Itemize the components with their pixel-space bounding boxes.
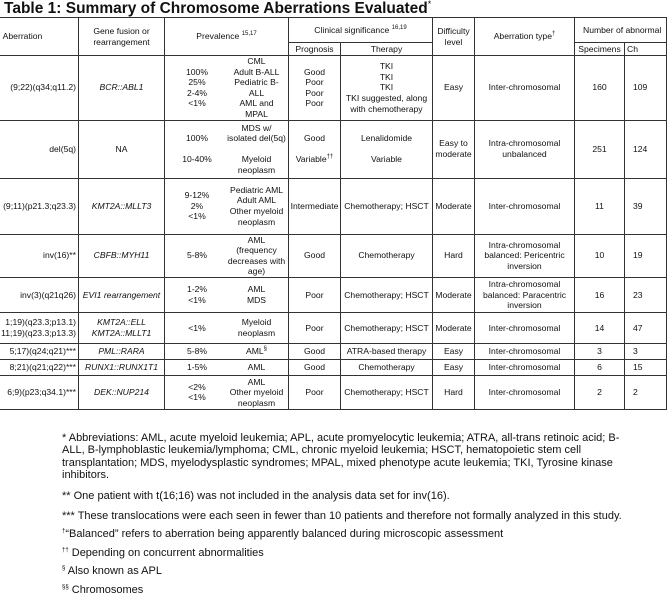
cell-gene: PML::RARA <box>79 343 165 359</box>
cell-difficulty: Moderate <box>433 277 475 312</box>
cell-chromosomes: 47 <box>625 312 667 343</box>
cell-difficulty: Easy <box>433 56 475 121</box>
header-type: Aberration type† <box>475 18 575 56</box>
cell-gene: KMT2A::MLLT3 <box>79 178 165 234</box>
cell-aberration: 6;9)(p23;q34.1)*** <box>0 375 79 409</box>
note-abbreviations: * Abbreviations: AML, acute myeloid leukemia; APL, acute promyelocytic leukemia; ATRA, all-trans retinoic acid; B-ALL, B-lymphoblastic leukemia/lymphoma; CML, chronic myeloid leukemia; HSCT, hematopoietic stem cell transplantation; MDS, myelodysplastic syndromes; MPAL, mixed phenotype acute leukemia; TKI, Tyrosine kinase inhibitors. <box>62 432 620 482</box>
cell-prevalence: <2% <1% AML Other myeloid neoplasm <box>165 375 289 409</box>
table-row <box>0 359 667 375</box>
cell-prognosis: Poor <box>289 277 341 312</box>
cell-prognosis: Good Poor Poor Poor <box>289 56 341 121</box>
cell-specimens: 16 <box>575 277 625 312</box>
cell-difficulty: Moderate <box>433 312 475 343</box>
cell-gene: NA <box>79 120 165 178</box>
cell-chromosomes: 124 <box>625 120 667 178</box>
cell-prevalence: 100% 10-40% MDS w/ isolated del(5q) Myeloid neoplasm <box>165 120 289 178</box>
cell-prognosis: Good <box>289 343 341 359</box>
cell-prevalence: <1% Myeloid neoplasm <box>165 312 289 343</box>
cell-gene: DEK::NUP214 <box>79 375 165 409</box>
cell-gene: KMT2A::ELL KMT2A::MLLT1 <box>79 312 165 343</box>
note-apl: § Also known as APL <box>62 565 162 578</box>
cell-prognosis: Poor <box>289 312 341 343</box>
cell-specimens: 2 <box>575 375 625 409</box>
cell-gene: EVI1 rearrangement <box>79 277 165 312</box>
header-therapy: Therapy <box>341 43 433 56</box>
cell-specimens: 251 <box>575 120 625 178</box>
note-depending: †† Depending on concurrent abnormalities <box>62 546 264 559</box>
cell-prevalence: 5-8% AML§ <box>165 343 289 359</box>
cell-difficulty: Hard <box>433 375 475 409</box>
cell-type: Intra-chromosomal balanced: Pericentric inversion <box>475 234 575 277</box>
cell-therapy: Chemotherapy; HSCT <box>341 277 433 312</box>
table-row <box>0 56 667 121</box>
cell-therapy: Chemotherapy <box>341 234 433 277</box>
table-row <box>0 234 667 277</box>
cell-aberration: (9;22)(q34;q11.2) <box>0 56 79 121</box>
cell-chromosomes: 2 <box>625 375 667 409</box>
cell-specimens: 14 <box>575 312 625 343</box>
cell-specimens: 11 <box>575 178 625 234</box>
note-inv16: ** One patient with t(16;16) was not included in the analysis data set for inv(16). <box>62 489 450 502</box>
cell-aberration: 1;19)(q23.3;p13.1) 11;19)(q23.3;p13.3) <box>0 312 79 343</box>
cell-chromosomes: 19 <box>625 234 667 277</box>
table-row <box>0 375 667 409</box>
header-difficulty: Difficulty level <box>433 18 475 56</box>
note-balanced: †“Balanced” refers to aberration being apparently balanced during microscopic assessment <box>62 528 504 541</box>
header-clinical: Clinical significance $^{16,19}$ <box>289 18 433 43</box>
cell-therapy: Lenalidomide Variable <box>341 120 433 178</box>
cell-difficulty: Easy to moderate <box>433 120 475 178</box>
cell-prognosis: Good <box>289 234 341 277</box>
header-specimens: Specimens <box>575 43 625 56</box>
cell-type: Inter-chromosomal <box>475 375 575 409</box>
header-prognosis: Prognosis <box>289 43 341 56</box>
cell-therapy: Chemotherapy; HSCT <box>341 312 433 343</box>
cell-prevalence: 5-8% AML (frequency decreases with age) <box>165 234 289 277</box>
aberrations-table <box>0 17 666 427</box>
table-row <box>0 120 667 178</box>
cell-type: Intra-chromosomal unbalanced <box>475 120 575 178</box>
cell-aberration: (9;11)(p21.3;q23.3) <box>0 178 79 234</box>
cell-prevalence: 9-12% 2% <1% Pediatric AML Adult AML Other myeloid neoplasm <box>165 178 289 234</box>
cell-type: Inter-chromosomal <box>475 359 575 375</box>
cell-prevalence: 100% 25% 2-4% <1% CML Adult B-ALL Pediatric B-ALL AML and MPAL <box>165 56 289 121</box>
footnotes <box>62 432 632 602</box>
cell-difficulty: Moderate <box>433 178 475 234</box>
table-row <box>0 178 667 234</box>
cell-therapy: Chemotherapy; HSCT <box>341 178 433 234</box>
cell-prognosis: Good Variable†† <box>289 120 341 178</box>
cell-aberration: 8;21)(q21;q22)*** <box>0 359 79 375</box>
cell-difficulty: Hard <box>433 234 475 277</box>
cell-therapy: Chemotherapy <box>341 359 433 375</box>
cell-type: Intra-chromosomal balanced: Paracentric inversion <box>475 277 575 312</box>
cell-therapy: TKI TKI TKI TKI suggested, along with chemotherapy <box>341 56 433 121</box>
header-chromosomes: Ch <box>625 43 667 56</box>
cell-type: Inter-chromosomal <box>475 343 575 359</box>
cell-chromosomes: 39 <box>625 178 667 234</box>
header-aberration: Aberration <box>0 18 79 56</box>
header-gene: Gene fusion or rearrangement <box>79 18 165 56</box>
cell-specimens: 10 <box>575 234 625 277</box>
cell-prevalence: 1-2% <1% AML MDS <box>165 277 289 312</box>
table-row <box>0 343 667 359</box>
cell-prognosis: Poor <box>289 375 341 409</box>
cell-type: Inter-chromosomal <box>475 312 575 343</box>
header-prevalence: Prevalence $^{15,17}$ <box>165 18 289 56</box>
cell-specimens: 160 <box>575 56 625 121</box>
cell-specimens: 3 <box>575 343 625 359</box>
cell-chromosomes: 109 <box>625 56 667 121</box>
cell-gene: CBFB::MYH11 <box>79 234 165 277</box>
cell-difficulty: Easy <box>433 359 475 375</box>
cell-aberration: del(5q) <box>0 120 79 178</box>
cell-aberration: 5;17)(q24;q21)*** <box>0 343 79 359</box>
table-row <box>0 312 667 343</box>
cell-aberration: inv(16)** <box>0 234 79 277</box>
table-title: Table 1: Summary of Chromosome Aberrations Evaluated* <box>4 0 432 17</box>
cell-prognosis: Intermediate <box>289 178 341 234</box>
note-chromosomes: §§ Chromosomes <box>62 583 144 596</box>
table-row <box>0 277 667 312</box>
cell-therapy: Chemotherapy; HSCT <box>341 375 433 409</box>
cell-prognosis: Good <box>289 359 341 375</box>
cell-chromosomes: 3 <box>625 343 667 359</box>
cell-gene: BCR::ABL1 <box>79 56 165 121</box>
header-number: Number of abnormal <box>575 18 667 43</box>
cell-difficulty: Easy <box>433 343 475 359</box>
note-rare: *** These translocations were each seen in fewer than 10 patients and therefore not formally analyzed in this study. <box>62 510 622 523</box>
cell-chromosomes: 23 <box>625 277 667 312</box>
cell-type: Inter-chromosomal <box>475 178 575 234</box>
cell-aberration: inv(3)(q21q26) <box>0 277 79 312</box>
cell-therapy: ATRA-based therapy <box>341 343 433 359</box>
cell-type: Inter-chromosomal <box>475 56 575 121</box>
cell-prevalence: 1-5% AML <box>165 359 289 375</box>
cell-specimens: 6 <box>575 359 625 375</box>
cell-gene: RUNX1::RUNX1T1 <box>79 359 165 375</box>
cell-chromosomes: 15 <box>625 359 667 375</box>
